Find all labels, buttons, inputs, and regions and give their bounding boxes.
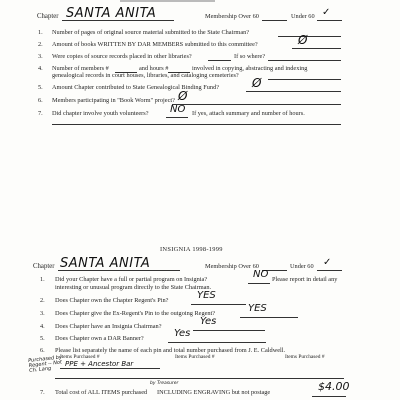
answer-line — [172, 104, 341, 105]
question-number: 3. — [40, 310, 45, 317]
chapter-label: Chapter — [37, 13, 59, 20]
question-number: 3. — [38, 53, 43, 60]
chapter-label: Chapter — [33, 263, 55, 270]
answer-line — [268, 79, 341, 80]
question-text-mid: involved in copying, abstracting and indexing — [192, 65, 308, 72]
answer-line — [168, 342, 266, 343]
answer-handwritten: Yes — [174, 328, 191, 339]
question-text: Amount of books WRITTEN BY DAR MEMBERS submitted to this committee? — [52, 41, 258, 48]
question-number: 1. — [38, 29, 43, 36]
answer-handwritten: NO — [253, 269, 269, 280]
answer-line — [191, 304, 246, 305]
question-text: Did your Chapter have a full or partial program on Insignia? — [55, 276, 208, 283]
question-text-tail: If so where? — [234, 53, 266, 60]
membership-under-label: Under 60 — [291, 13, 315, 20]
question-number: 6. — [40, 347, 45, 354]
purchase-note-handwritten: PPE + Ancestor Bar — [65, 360, 134, 368]
answer-handwritten: YES — [248, 303, 267, 314]
question-number: 4. — [40, 323, 45, 330]
question-number: 7. — [38, 110, 43, 117]
answer-handwritten: Ø — [298, 33, 308, 47]
membership-over-line — [262, 20, 287, 21]
question-text-continued: genealogical records in court houses, libraries, and cataloging cemeteries? — [52, 72, 239, 79]
answer-handwritten: Ø — [252, 76, 262, 90]
summary-line — [52, 124, 341, 125]
membership-over-label: Membership Over 60 — [205, 263, 259, 270]
question-number: 1. — [40, 276, 45, 283]
question-text-mid: INCLUDING ENGRAVING but not postage — [157, 389, 271, 396]
checkmark: ✓ — [323, 257, 332, 268]
section-title: INSIGNIA 1998-1999 — [160, 246, 223, 253]
question-text: Does Chapter own the Chapter Regent's Pin? — [55, 297, 169, 304]
question-text: Does Chapter give the Ex-Regent's Pin to the outgoing Regent? — [55, 310, 216, 317]
question-text: Number of pages of original source material submitted to the State Chairman? — [52, 29, 250, 36]
annotation-handwritten: by Treasurer — [150, 381, 179, 386]
answer-line — [208, 60, 231, 61]
question-text: Were copies of source records placed in other libraries? — [52, 53, 192, 60]
chapter-name-handwritten: SANTA ANITA — [60, 256, 151, 271]
answer-line — [268, 60, 341, 61]
checkmark: ✓ — [322, 7, 331, 18]
chapter-line — [58, 270, 180, 271]
question-text: Please list separately the name of each pin and total number purchased from J. E. Caldwell. — [55, 347, 286, 354]
answer-line — [240, 317, 298, 318]
answer-handwritten: Ø — [178, 89, 188, 103]
question-number: 2. — [40, 297, 45, 304]
membership-over-label: Membership Over 60 — [205, 13, 259, 20]
items-column-header: Items Purchased # — [285, 354, 325, 360]
membership-under-line — [317, 20, 342, 21]
answer-handwritten: YES — [197, 290, 216, 301]
answer-line — [278, 36, 341, 37]
purchase-line — [60, 368, 160, 369]
question-text: Does Chapter own a DAR Banner? — [55, 335, 144, 342]
answer-line — [312, 396, 346, 397]
question-text: Number of members # — [52, 65, 109, 72]
cropped-header — [120, 0, 215, 2]
answer-handwritten: $4.00 — [318, 380, 350, 393]
membership-under-line — [317, 270, 342, 271]
answer-line — [193, 330, 265, 331]
answer-line — [246, 91, 341, 92]
question-number: 5. — [38, 84, 43, 91]
purchase-line — [55, 378, 344, 379]
question-text-tail: Please report in detail any — [272, 276, 338, 283]
question-text: Members participating in "Book Worm" project? — [52, 97, 175, 104]
question-number: 2. — [38, 41, 43, 48]
items-column-header: Items Purchased # — [60, 354, 100, 360]
answer-line — [248, 283, 270, 284]
items-column-header: Items Purchased # — [175, 354, 215, 360]
question-text: Amount Chapter contributed to State Genealogical Binding Fund? — [52, 84, 220, 91]
question-number: 6. — [38, 97, 43, 104]
answer-line — [292, 48, 341, 49]
question-text-continued: interesting or unusual program directly to the State Chairman. — [55, 284, 212, 291]
answer-line — [166, 117, 188, 118]
chapter-line — [62, 20, 174, 21]
chapter-name-handwritten: SANTA ANITA — [66, 6, 157, 21]
question-text-mid: and hours # — [139, 65, 169, 72]
membership-under-label: Under 60 — [290, 263, 314, 270]
margin-note-handwritten: Purchased by Regent -- Not Ch. Lang — [27, 354, 63, 375]
question-text: Does Chapter have an Insignia Chairman? — [55, 323, 162, 330]
question-number: 4. — [38, 65, 43, 72]
question-text-tail: If yes, attach summary and number of hours. — [192, 110, 305, 117]
question-number: 7. — [40, 389, 45, 396]
answer-handwritten: Yes — [200, 316, 217, 327]
question-number: 5. — [40, 335, 45, 342]
question-text: Total cost of ALL ITEMS purchased — [55, 389, 148, 396]
answer-handwritten: NO — [170, 104, 186, 115]
question-text: Did chapter involve youth volunteers? — [52, 110, 149, 117]
